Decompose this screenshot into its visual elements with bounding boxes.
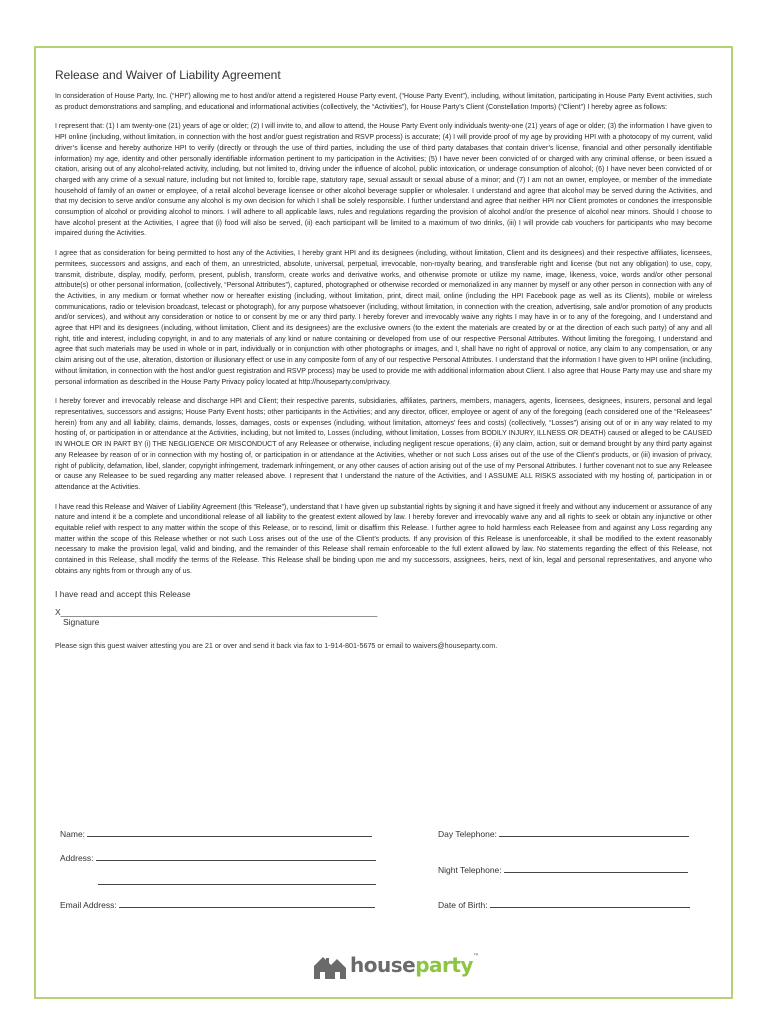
representations-paragraph: I represent that: (1) I am twenty-one (21) years of age or older; (2) I will invite to, and allow to attend, the House Party Event only individuals twenty-one (21) years of age or older; (3) the information I have given to HPI online (including, without limitation, in connection with the host and/or guest registration and RSVP process) is accurate; (4) I will provide proof of my age by providing HPI with a photocopy of my current, valid driver’s license and hereby authorize HPI to verify (directly or through the use of third parties, including the use of third party databases that contain driver’s license, financial and other personally identifiable information) my age, identity and other personally identifiable information pertinent to my participation in the Activities; (5) I have never been convicted of or charged with any criminal offense, or been issued a citation, arising out of any alcohol-related activity, including, but not limited to, driving under the influence of alcohol, public intoxication, or underage consumption of alcohol; (6) I have never been convicted of or charged with any crime of a sexual nature, including but not limited to, forcible rape, statutory rape, sexual assault or sexual abuse of a minor; and (7) I am not an owner, employee, or member of the immediate household of family of an owner or employee, of a retail alcohol beverage licensee or other alcohol beverage supplier or wholesaler. I understand and agree that alcohol may be served during the Activities, and that my decision to serve and/or consume any alcohol is my own decision for which I shall be solely responsible. I further understand and agree that neither HPI nor Client promotes or condones the irresponsible consumption of alcohol or providing alcohol to minors. I will adhere to all applicable laws, rules and regulations regarding the provision of alcohol and/or the presence of alcohol near minors. Should I choose to have alcohol present at the Activities, I agree that (i) food will also be served, (ii) each participant will be limited to a maximum of two drinks, (iii) I will provide cab vouchers for participants who may become impaired during the Activities.: [55, 123, 712, 238]
address-input-line[interactable]: [96, 852, 376, 861]
name-label: Name:: [60, 829, 86, 839]
license-paragraph: I agree that as consideration for being permitted to host any of the Activities, I hereby grant HPI and its designees (including, without limitation, Client and its designees) and their respective affiliates, licensees, permitees, successors and assigns, and each of them, an unrestricted, absolute, universal, perpetual, irrevocable, non-royalty bearing, and transferable right and license (but not any obligation) to use, copy, transmit, distribute, display, modify, perform, present, publish, transform, create works and derivative works, and otherwise promote or utilize my name, image, likeness, voice, words and/or other personal attribute(s) or other personal information, (collectively, “Personal Attributes”), captured, photographed or otherwise recorded or memorialized in any manner by myself or any other person in connection with any of the Activities, in any medium or format whether now or hereafter existing (including, without limitation, print, direct mail, online (including the HPI Facebook page as well as its Clients), mobile or wireless communications, radio or television broadcast, telecast or photograph), for any purpose whatsoever (including, without limitation, in connection with the creation, advertising, sale and/or promotion of any products and/or services), and without any consideration or notice to or consent by me or any third party. I hereby forever and irrevocably waive any rights I may have in or to any of the foregoing, and I understand and agree that HPI and its designees (including, without limitation, Client and its designees) are the exclusive owners (to the extent the materials are created by or at the direction of each such party) of any and all right, title and interest, including copyright, in and to any materials of any kind or nature containing or developed from use of our respective Personal Attributes. Without limiting the foregoing, I understand and agree that such materials may be used in whole or in part, individually or in conjunction with other photographs or images, and I, shall have no right of approval or notice, any claim to any compensation, or any claim arising out of the use, alteration, distortion or illusionary effect or use in any composite form of any of our respective Personal Attributes. I understand that the information I have given to HPI online (including, without limitation, in connection with the host and/or guest registration and RSVP process) may be used to provide me with additional information about Client. I also agree that House Party may use and share my personal information as described in the House Party Privacy policy located at http://houseparty.com/privacy.: [55, 250, 712, 386]
acknowledgment-paragraph: I have read this Release and Waiver of Liability Agreement (this “Release”), understand that I have given up substantial rights by signing it and have signed it freely and without any inducement or assurance of any nature and intend it be a complete and unconditional release of all liability to the greatest extent allowed by law. I hereby forever and irrevocably waive any and all rights to seek or obtain any injunctive or other equitable relief with respect to any matter within the scope of this Release, or to rescind, limit or disaffirm this Release. I further agree to hold harmless each Releasee from and against any Loss regarding any matter within the scope of this Release whether or not such Loss arises out of the use of the Client’s products. If any provision of this Release is unenforceable, it shall be modified to the extent reasonably necessary to make the provision legal, valid and binding, and the remainder of this Release shall remain enforceable to the full extent allowed by law. No statements regarding the effect of this Release, not contained in this Release, shall modify the terms of the Release. This Release shall be binding upon me and my successors, assignees, heirs, next of kin, legal and personal representatives, and anyone who obtains any rights from or through any of us.: [55, 503, 712, 575]
night-telephone-label: Night Telephone:: [438, 865, 502, 875]
houseparty-logo: [312, 950, 478, 980]
date-of-birth-field[interactable]: [438, 899, 690, 910]
day-telephone-field[interactable]: [438, 828, 689, 839]
date-of-birth-input-line[interactable]: [490, 899, 690, 908]
day-telephone-input-line[interactable]: [499, 828, 689, 837]
email-label: Email Address:: [60, 900, 117, 910]
address-line-2[interactable]: [96, 876, 376, 887]
release-paragraph: I hereby forever and irrevocably release and discharge HPI and Client; their respective parents, subsidiaries, affiliates, partners, members, managers, agents, licensees, designees, insurers, personal and legal representatives, successors and assigns; House Party Event hosts; other participants in the Activities; and any director, officer, employee or agent of any of the foregoing (each considered one of the “Releasees” herein) from any and all liability, claims, demands, losses, damages, costs or expenses (including, without limitation, attorneys’ fees and costs) (collectively, “Losses”) arising out of or in any way related to my hosting of, or participation in or attendance at the Activities, including, but not limited to, Losses (including, without limitation, Losses from BODILY INJURY, ILLNESS OR DEATH) caused or alleged to be CAUSED IN WHOLE OR IN PART BY (i) THE NEGLIGENCE OR MISCONDUCT of any Releasee or otherwise, including negligent rescue operations, (ii) any claim, action, suit or demand brought by any third party against any Releasee by reason of or in connection with my hosting of, or participation in or attendance at the Activities, whether or not such Loss arises out of the use of the Client’s products, or (iii) invasion of privacy, right of publicity, defamation, libel, slander, copyright infringement, trademark infringement, or any other causes of action arising out of the use of my Personal Attributes. I further covenant not to sue any Releasee or cause any Releasee to be sued regarding any matter released above. I represent that I understand the nature of the Activities, and I ASSUME ALL RISKS associated with my hosting of, participation in or attendance at the Activities.: [55, 398, 712, 491]
accept-statement: I have read and accept this Release: [55, 588, 191, 599]
document-title: Release and Waiver of Liability Agreement: [55, 68, 281, 82]
signature-label: Signature: [63, 616, 100, 627]
address-field[interactable]: [60, 852, 376, 863]
sign-instructions: Please sign this guest waiver attesting you are 21 or over and send it back via fax to 1-914-801-5675 or email to waivers@houseparty.com.: [55, 640, 498, 650]
signature-line[interactable]: [55, 607, 712, 617]
intro-paragraph: In consideration of House Party, Inc. (“HPI”) allowing me to host and/or attend a registered House Party event, (“House Party Event”), including, without limitation, participating in House Party Event activities, such as product demonstrations and sampling, and educational and informational activities (collectively, the “Activities”), for House Party’s Client (Constellation Imports) (“Client”) I hereby agree as follows:: [55, 93, 712, 111]
document-body: [55, 68, 712, 650]
signature-x-mark: X: [55, 606, 61, 617]
address-label: Address:: [60, 853, 94, 863]
night-telephone-input-line[interactable]: [504, 864, 688, 873]
address-input-line-2[interactable]: [98, 876, 376, 885]
night-telephone-field[interactable]: [438, 864, 688, 875]
date-of-birth-label: Date of Birth:: [438, 900, 488, 910]
signature-underline: ___________________________________________________________________: [60, 606, 378, 617]
logo-wordmark: houseparty™: [350, 953, 479, 977]
name-field[interactable]: [60, 828, 372, 839]
houses-icon: [312, 950, 348, 980]
day-telephone-label: Day Telephone:: [438, 829, 497, 839]
email-field[interactable]: [60, 899, 375, 910]
name-input-line[interactable]: [87, 828, 372, 837]
email-input-line[interactable]: [119, 899, 375, 908]
